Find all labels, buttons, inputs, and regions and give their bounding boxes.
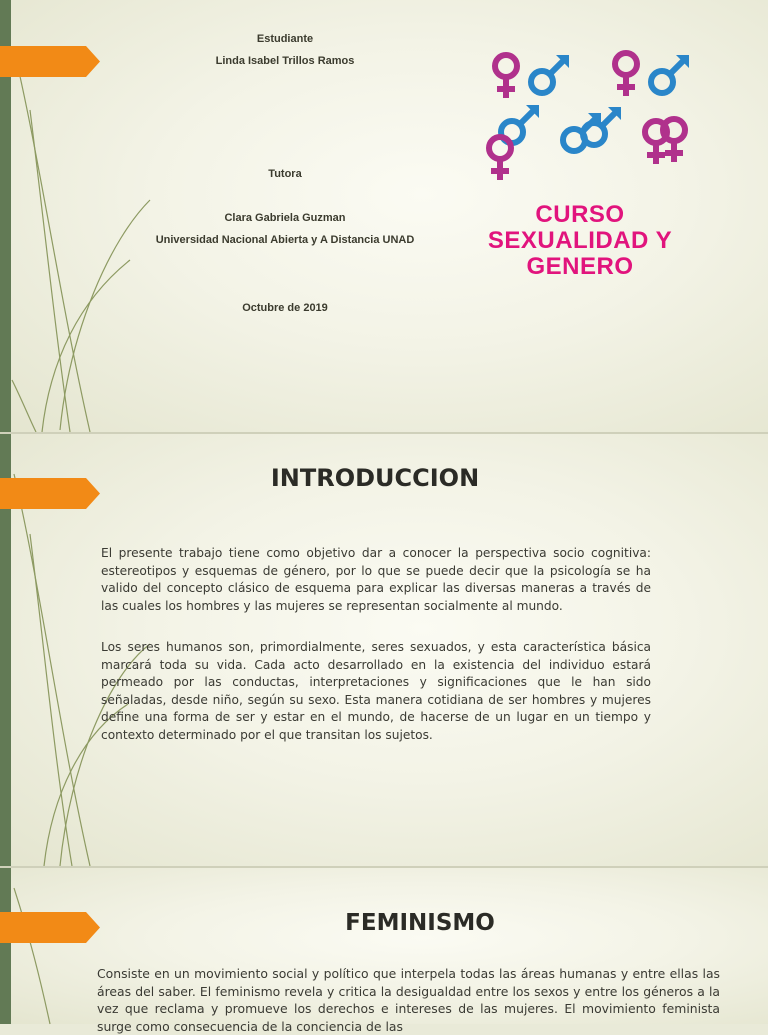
course-title-line2: SEXUALIDAD Y [487, 227, 673, 254]
tutor-name: Clara Gabriela Guzman [224, 212, 346, 224]
course-title-line1: CURSO [535, 201, 625, 228]
orange-arrow-marker [0, 478, 100, 509]
feminism-slide [0, 868, 768, 1034]
tutor-label: Tutora [268, 168, 302, 180]
gender-symbols-icon [480, 38, 710, 188]
introduction-slide [0, 434, 768, 866]
date-text: Octubre de 2019 [242, 302, 328, 314]
introduction-heading: INTRODUCCION [270, 464, 480, 492]
student-label: Estudiante [256, 33, 314, 45]
introduction-paragraph-1: El presente trabajo tiene como objetivo dar a conocer la perspectiva socio cognitiva: estereotipos y esquemas de género, por lo que se puede decir que la psicología se ha valido del concepto clásico de esquema para explicar las diversas maneras a través de las cuales los hombres y las mujeres se representan socialmente al mundo. [101, 546, 651, 613]
feminism-paragraph-1: Consiste en un movimiento social y político que interpela todas las áreas humanas y entre ellas las áreas del saber. El feminismo revela y critica la desigualdad entre los sexos y entre los géneros a la vez que reclama y promueve los derechos e intereses de las mujeres. El movimiento feminista surge como consecuencia de la conciencia de las [97, 966, 720, 1034]
title-slide [0, 0, 768, 432]
orange-arrow-marker [0, 46, 100, 77]
introduction-paragraph-2: Los seres humanos son, primordialmente, seres sexuados, y esta característica básica marcará toda su vida. Cada acto desarrollado en la existencia del individuo estará permeado por las conductas, interpretaciones y significaciones que le han sido señaladas, desde niño, según su sexo. Esta manera cotidiana de ser hombres y mujeres define una forma de ser y estar en el mundo, de hacerse de un lugar en un tiempo y contexto determinado por el que transitan los sujetos. [101, 640, 651, 742]
decorative-vines [0, 868, 80, 1024]
student-name: Linda Isabel Trillos Ramos [215, 55, 355, 67]
university-name: Universidad Nacional Abierta y A Distancia UNAD [155, 234, 415, 246]
course-title [470, 202, 690, 280]
feminism-heading: FEMINISMO [345, 910, 495, 936]
orange-arrow-marker [0, 912, 100, 943]
course-title-line3: GENERO [526, 253, 634, 280]
